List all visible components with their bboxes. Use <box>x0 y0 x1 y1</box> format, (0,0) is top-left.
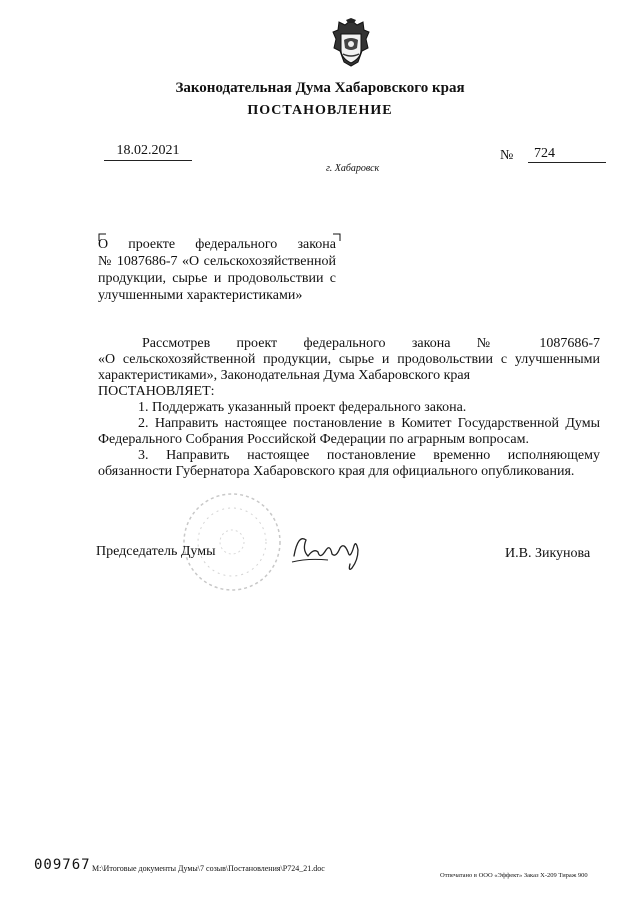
subject-line: улучшенными характеристиками» <box>98 288 303 303</box>
subject-line: № 1087686-7 «О сельскохозяйственной <box>98 254 336 269</box>
body-paragraph-line: «О сельскохозяйственной продукции, сырье и продовольствии с улучшенными <box>98 352 600 367</box>
document-body <box>98 336 600 480</box>
document-number: 724 <box>528 146 606 163</box>
resolution-item-2: 2. Направить настоящее постановление в Комитет Государственной Думы Федерального Собрания Российской Федерации по аграрным вопросам. <box>98 416 600 447</box>
official-stamp-seal <box>180 490 284 594</box>
document-city: г. Хабаровск <box>326 163 380 174</box>
serial-number: 009767 <box>34 857 91 873</box>
handwritten-signature <box>288 526 362 574</box>
signatory-title: Председатель Думы <box>96 544 216 559</box>
body-paragraph-line: Рассмотрев проект федерального закона № 1087686-7 <box>142 336 600 351</box>
number-sign: № <box>500 148 514 163</box>
document-subject <box>98 236 336 304</box>
organization-title: Законодательная Дума Хабаровского края <box>175 80 465 96</box>
document-type: ПОСТАНОВЛЕНИЕ <box>247 103 393 118</box>
resolution-item-1: 1. Поддержать указанный проект федерального закона. <box>138 400 467 415</box>
body-paragraph-line: ПОСТАНОВЛЯЕТ: <box>98 384 215 399</box>
subject-line: продукции, сырье и продовольствии с <box>98 271 336 286</box>
subject-line: О проекте федерального закона <box>98 237 336 252</box>
signatory-name: И.В. Зикунова <box>505 546 591 561</box>
file-path: M:\Итоговые документы Думы\7 созыв\Постановления\Р724_21.doc <box>92 864 325 873</box>
coat-of-arms-emblem <box>328 18 374 72</box>
body-paragraph-line: характеристиками», Законодательная Дума Хабаровского края <box>98 368 471 383</box>
resolution-item-3: 3. Направить настоящее постановление временно исполняющему обязанности Губернатора Хабаровского края для официального опубликования. <box>98 448 600 479</box>
document-date: 18.02.2021 <box>104 143 192 161</box>
subject-bracket-marks <box>96 232 346 242</box>
printer-note: Отпечатано в ООО «Эффект» Заказ Х-209 Тираж 900 <box>440 872 588 879</box>
